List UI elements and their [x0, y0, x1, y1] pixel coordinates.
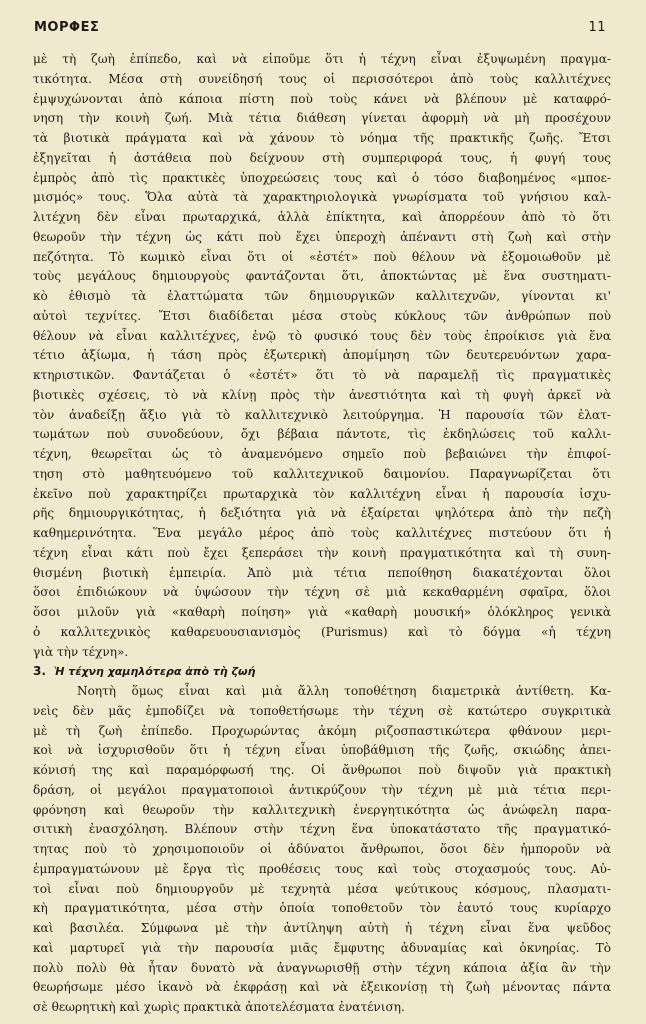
text-line: Νοητὴ ὅμως εἶναι καὶ μιὰ ἄλλη τοποθέτηση διαμετρικὰ ἀντίθετη. Κα-	[77, 684, 611, 698]
text-line: αὐτοὶ τεχνίτες. Ἔτσι διαδίδεται μέσα στοὺς κύκλους τῶν ἀνθρώπων ποὺ	[33, 308, 611, 323]
section-heading	[33, 662, 611, 682]
text-line: κτηριστικῶν. Φαντάζεται ὁ «ἐστέτ» ὅτι τὸ νὰ παραμελῇ τὶς πραγματικὲς	[33, 368, 611, 382]
text-line: τικότητα. Μέσα στὴ συνείδησή τους οἱ περισσότεροι ἀπὸ τοὺς καλλιτέχνες	[33, 71, 611, 86]
page-number: 11	[588, 20, 606, 35]
text-line: καθημερινότητα. Ἕνα μεγάλο μέρος ἀπὸ τοὺς καλλιτέχνες πιστεύουν ὅτι ἡ	[33, 526, 611, 540]
text-line: ἐκεῖνο ποὺ χαρακτηρίζει πρωταρχικὰ τὸν καλλιτέχνη εἶναι ἡ παρουσία ἰσχυ-	[33, 486, 611, 501]
text-line: θεωροῦν τὴν τέχνη ὡς κάτι ποὺ ἔχει ὑπεροχὴ ἀπέναντι στὴ ζωὴ καὶ στὴν	[33, 229, 611, 244]
text-line: πεζότητα. Τὸ κωμικὸ εἶναι ὅτι οἱ «ἐστέτ» ποὺ θέλουν νὰ ἐξομοιωθοῦν μὲ	[33, 249, 611, 264]
text-line: ἐμψυχώνονται ἀπὸ κάποια πίστη ποὺ τοὺς κάνει νὰ βλέπουν μὲ καταφρό-	[33, 91, 611, 106]
text-line: νεὶς δὲν μᾶς ἐμποδίζει νὰ τοποθετήσωμε τὴν τέχνη σὲ κατώτερο συγκριτικὰ	[33, 703, 611, 718]
body-text	[33, 50, 611, 1018]
text-line: τοὶ εἶναι ποὺ δημιουργοῦν μὲ τεχνητὰ μέσα ψεύτικους κόσμους, πλασματι-	[33, 881, 611, 896]
text-line: θέλουν νὰ εἶναι καλλιτέχνες, ἐνῷ τὸ φυσικό τους δὲν τοὺς ἐπροίκισε γιὰ ἕνα	[33, 328, 611, 343]
text-line: τηση στὸ μαθητευόμενο τοῦ καλλιτεχνικοῦ δαιμονίου. Παραγνωρίζεται ὅτι	[33, 466, 611, 481]
text-line: κὴ πραγματικότητα, μέσα στὴν ὁποία τοποθετοῦν τὸν ἑαυτό τους κυρίαρχο	[33, 901, 611, 916]
text-line: δράση, οἱ μεγάλοι πραγματοποιοὶ ἀντικρύζουν τὴν τέχνη μὲ μιὰ τέτια περι-	[33, 782, 611, 797]
text-line: κοὶ νὰ ἰσχυρισθοῦν ὅτι ἡ τέχνη εἶναι ὑποβάθμιση τῆς ζωῆς, σκιώδης ἀπει-	[33, 743, 611, 758]
text-line: τωμάτων ποὺ συνοδεύουν, ὄχι βέβαια πάντοτε, τὶς ἐκδηλώσεις τοῦ καλλι-	[33, 427, 611, 442]
text-line: ἐμπρὸς ἀπὸ τὶς πρακτικὲς ὑποχρεώσεις τους καὶ ὁ τόσο διαβοημένος «μποε-	[33, 170, 611, 185]
text-line: πολὺ πολὺ θὰ ἦταν δυνατὸ νὰ ἀναγνωρισθῇ στὴν τέχνη κάποια ἀξία ἂν τὴν	[33, 960, 611, 975]
text-line: ὅσοι μιλοῦν γιὰ «καθαρὴ ποίηση» γιὰ «καθαρὴ μουσική» ὁλόκληρος γενικὰ	[33, 605, 611, 619]
text-line: μὲ τὴ ζωὴ ἐπίπεδο, καὶ νὰ εἰποῦμε ὅτι ἡ τέχνη εἶναι ἐξυψωμένη πραγμα-	[33, 52, 611, 66]
paragraph-continued	[33, 50, 611, 662]
text-line: μὲ τὴ ζωὴ ἐπίπεδο. Προχωρώντας ἀκόμη ριζοσπαστικώτερα φθάνουν μερι-	[33, 723, 611, 738]
text-line: ὅσοι ἐπιδιώκουν νὰ ὑψώσουν τὴν τέχνη σὲ μιὰ κεκαθαρμένη σφαῖρα, ὅλοι	[33, 585, 611, 600]
text-line: φρόνηση καὶ θεωροῦν τὴν καλλιτεχνικὴ ἐνεργητικότητα ὡς ἀνώφελη παρα-	[33, 802, 611, 817]
text-line: θεωρήσωμε μέσο ἱκανὸ νὰ ἐκφράσῃ καὶ νὰ ἐξεικονίσῃ τὴ ζωὴ μένοντας πάντα	[33, 980, 611, 995]
text-line: ἐξηγεῖται ἡ ἀστάθεια ποὺ δείχνουν στὴ συμπεριφορά τους, ἡ φυγή τους	[33, 150, 611, 165]
text-line: καὶ μαρτυρεῖ γιὰ τὴν παρουσία μιᾶς ἔμφυτης ἀδυναμίας καὶ ὀκνηρίας. Τὸ	[33, 940, 611, 955]
running-title: ΜΟΡΦΕΣ	[34, 20, 100, 35]
text-line: νηση τὴν κοινὴ ζωή. Μιὰ τέτια διάθεση γίνεται ἀφορμὴ νὰ μὴ προσέχουν	[33, 111, 611, 126]
text-line: τέτιο ἀξίωμα, ἡ τάση πρὸς ἐξωτερικὴ ἀπομίμηση τῶν δευτερευόντων χαρα-	[33, 348, 611, 363]
text-line: γιὰ τὴν τέχνη».	[33, 644, 129, 659]
text-line: τέχνη, θεωρεῖται ὡς τὸ ἀναμενόμενο σημεῖο ποὺ βεβαιώνει τὴν ἐπιφοί-	[33, 447, 611, 461]
text-line: κόνισή της καὶ παραμόρφωσή της. Οἱ ἄνθρωποι ποὺ διψοῦν γιὰ πρακτικὴ	[33, 763, 611, 777]
paragraph-section-3	[33, 682, 611, 1018]
text-line: κὸ ἐθισμὸ τὰ ἐλαττώματα τῶν δημιουργικῶν καλλιτεχνῶν, γίνονται κι'	[33, 289, 611, 303]
text-line: τὸν ἀναδείξῃ ἄξιο γιὰ τὸ καλλιτεχνικὸ λειτούργημα. Ἡ παρουσία τῶν ἐλατ-	[33, 407, 611, 422]
text-line: ὁ καλλιτεχνικὸς καθαρευουσιανισμὸς (Purismus) καὶ τὸ δόγμα «ἡ τέχνη	[33, 624, 611, 639]
text-line: θισμένη βιοτικὴ ἐμπειρία. Ἀπὸ μιὰ τέτια πεποίθηση διακατέχονται ὅλοι	[33, 565, 611, 580]
section-title: Ἡ τέχνη χαμηλότερα ἀπὸ τὴ ζωή	[54, 665, 256, 679]
text-line: τητας ποὺ τὸ χρησιμοποιοῦν οἱ ἀδύνατοι ἄνθρωποι, ὅσοι δὲν ἠμποροῦν νὰ	[33, 842, 611, 856]
running-head	[34, 20, 606, 40]
text-line: τέχνη εἶναι κάτι ποὺ ἔχει ξεπεράσει τὴν κοινὴ πραγματικότητα καὶ τὴ συνη-	[33, 545, 611, 560]
text-line: τοὺς μεγάλους δημιουργοὺς φαντάζονται ὅτι, ἀποκτώντας μὲ ἕνα συστηματι-	[33, 269, 611, 284]
text-line: καὶ βασιλέα. Σύμφωνα μὲ τὴν ἀντίληψη αὐτὴ ἡ τέχνη εἶναι ἕνα ψεῦδος	[33, 921, 611, 935]
text-line: βιοτικὲς σχέσεις, τὸ νὰ κλίνῃ πρὸς τὴν ἀνεστιότητα καὶ τὴ φυγὴ ἀρκεῖ νὰ	[33, 387, 611, 402]
text-line: λιτέχνη δὲν εἶναι πρωταρχικά, ἀλλὰ ἐπίκτητα, καὶ ἀπορρέουν ἀπὸ τὸ ὅτι	[33, 210, 611, 224]
text-line: μισμός» τους. Ὅλα αὐτὰ τὰ χαρακτηριολογικὰ γνωρίσματα τοῦ γνήσιου καλ-	[33, 190, 611, 205]
text-line: ρῆς δημιουργικότητας, ἡ δεξιότητα γιὰ νὰ ἐξαίρεται ψηλότερα ἀπὸ τὴν πεζὴ	[33, 506, 611, 521]
text-line: ἐμπραγματώνουν μὲ ἔργα τὶς προθέσεις τους καὶ τοὺς στοχασμούς τους. Αὐ-	[33, 861, 611, 876]
text-line: σὲ θεωρητικὴ καὶ χωρὶς πρακτικὰ ἀποτελέσματα ἐνατένιση.	[33, 1000, 405, 1014]
section-number: 3.	[33, 664, 47, 679]
text-line: σιτικὴ ἐνασχόληση. Βλέπουν στὴν τέχνη ἕνα ὑποκατάστατο τῆς πραγματικό-	[33, 822, 611, 837]
text-line: τὰ βιοτικὰ πράγματα καὶ νὰ χάνουν τὸ νόημα τῆς πρακτικῆς ζωῆς. Ἔτσι	[33, 131, 611, 145]
